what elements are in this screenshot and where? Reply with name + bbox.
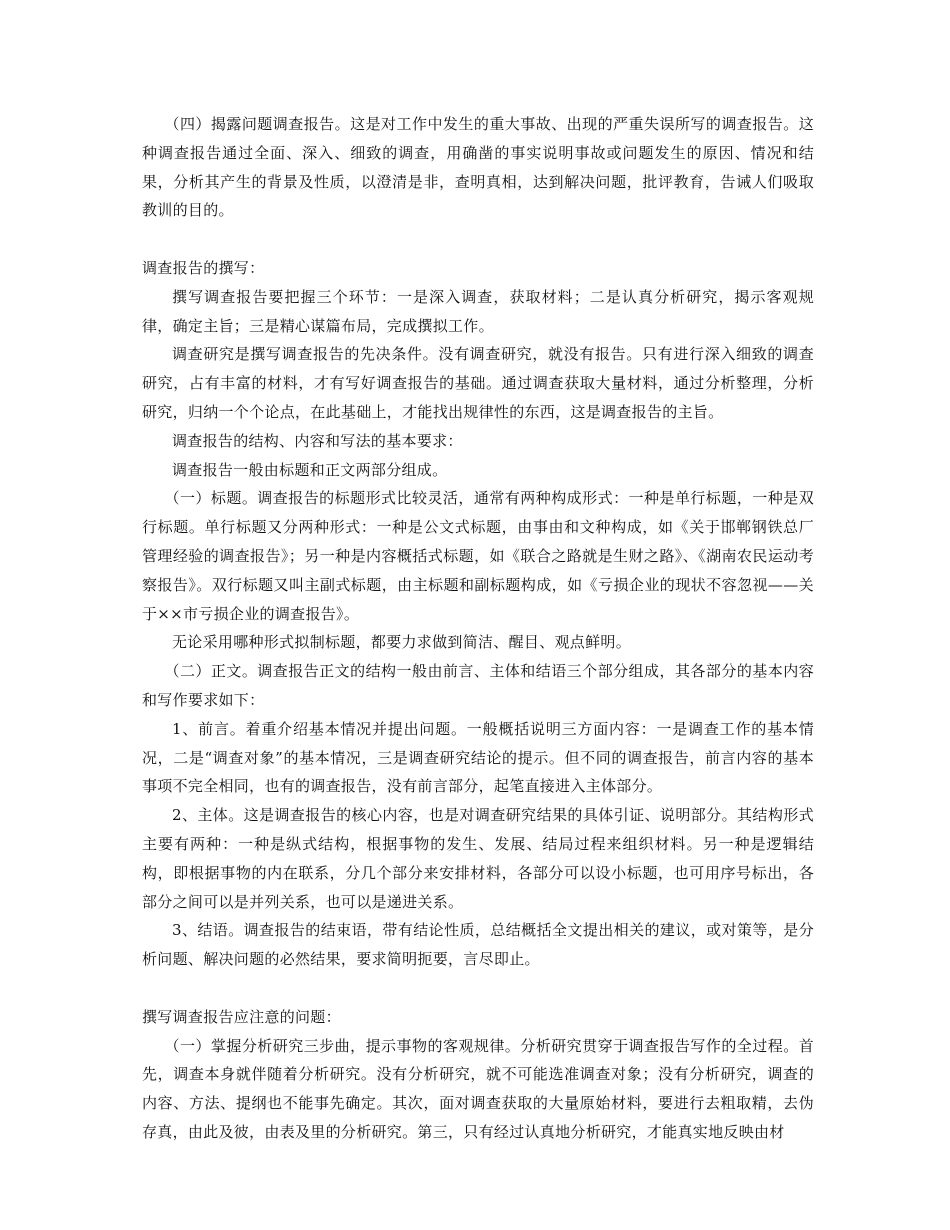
paragraph-title-principle: 无论采用哪种形式拟制标题，都要力求做到简洁、醒目、观点鲜明。	[172, 633, 632, 652]
paragraph-title-section: （一）标题。调查报告的标题形式比较灵活，通常有两种构成形式：一种是单行标题，一种是双行标题。单行标题又分两种形式：一种是公文式标题，由事由和文种构成，如《关于邯郸钢铁总厂管理经验的调查报告》；另一种是内容概括式标题，如《联合之路就是生财之路》、《湖南农民运动考察报告》。双行标题又叫主副式标题，由主标题和副标题构成，如《亏损企业的现状不容忽视——关于××市亏损企业的调查报告》。	[142, 489, 814, 623]
paragraph-main-body: 2、主体。这是调查报告的核心内容，也是对调查研究结果的具体引证、说明部分。其结构形式主要有两种：一种是纵式结构，根据事物的发生、发展、结局过程来组织材料。另一种是逻辑结构，即根据事物的内在联系，分几个部分来安排材料，各部分可以设小标题，也可用序号标出，各部分之间可以是并列关系，也可以是递进关系。	[142, 806, 814, 911]
section-heading-notes: 撰写调查报告应注意的问题：	[142, 1007, 341, 1026]
document-page	[142, 110, 814, 1147]
paragraph-structure-requirements: 调查报告的结构、内容和写法的基本要求：	[172, 431, 463, 450]
blank-line	[142, 225, 814, 254]
section-heading-writing: 调查报告的撰写：	[142, 258, 265, 277]
blank-line	[142, 974, 814, 1003]
paragraph-exposure-report: （四）揭露问题调查报告。这是对工作中发生的重大事故、出现的严重失误所写的调查报告。这种调查报告通过全面、深入、细致的调查，用确凿的事实说明事故或问题发生的原因、情况和结果，分析其产生的背景及性质，以澄清是非，查明真相，达到解决问题，批评教育，告诫人们吸取教训的目的。	[142, 115, 814, 220]
paragraph-body-section: （二）正文。调查报告正文的结构一般由前言、主体和结语三个部分组成，其各部分的基本内容和写作要求如下：	[142, 662, 814, 709]
paragraph-research-prerequisite: 调查研究是撰写调查报告的先决条件。没有调查研究，就没有报告。只有进行深入细致的调查研究，占有丰富的材料，才有写好调查报告的基础。通过调查获取大量材料，通过分析整理，分析研究，归纳一个个论点，在此基础上，才能找出规律性的东西，这是调查报告的主旨。	[142, 345, 814, 421]
paragraph-conclusion: 3、结语。调查报告的结束语，带有结论性质，总结概括全文提出相关的建议，或对策等，是分析问题、解决问题的必然结果，要求简明扼要，言尽即止。	[142, 921, 814, 969]
paragraph-two-parts: 调查报告一般由标题和正文两部分组成。	[172, 460, 448, 479]
paragraph-preface: 1、前言。着重介绍基本情况并提出问题。一般概括说明三方面内容：一是调查工作的基本情况，二是“调查对象”的基本情况，三是调查研究结论的提示。但不同的调查报告，前言内容的基本事项不完全相同，也有的调查报告，没有前言部分，起笔直接进入主体部分。	[142, 719, 814, 796]
paragraph-analysis-steps: （一）掌握分析研究三步曲，提示事物的客观规律。分析研究贯穿于调查报告写作的全过程。首先，调查本身就伴随着分析研究。没有分析研究，就不可能选准调查对象；没有分析研究，调查的内容、方法、提纲也不能事先确定。其次，面对调查获取的大量原始材料，要进行去粗取精，去伪存真，由此及彼，由表及里的分析研究。第三，只有经过认真地分析研究，才能真实地反映由材	[142, 1036, 814, 1141]
paragraph-three-steps: 撰写调查报告要把握三个环节：一是深入调查，获取材料；二是认真分析研究，揭示客观规律，确定主旨；三是精心谋篇布局，完成撰拟工作。	[142, 287, 814, 335]
